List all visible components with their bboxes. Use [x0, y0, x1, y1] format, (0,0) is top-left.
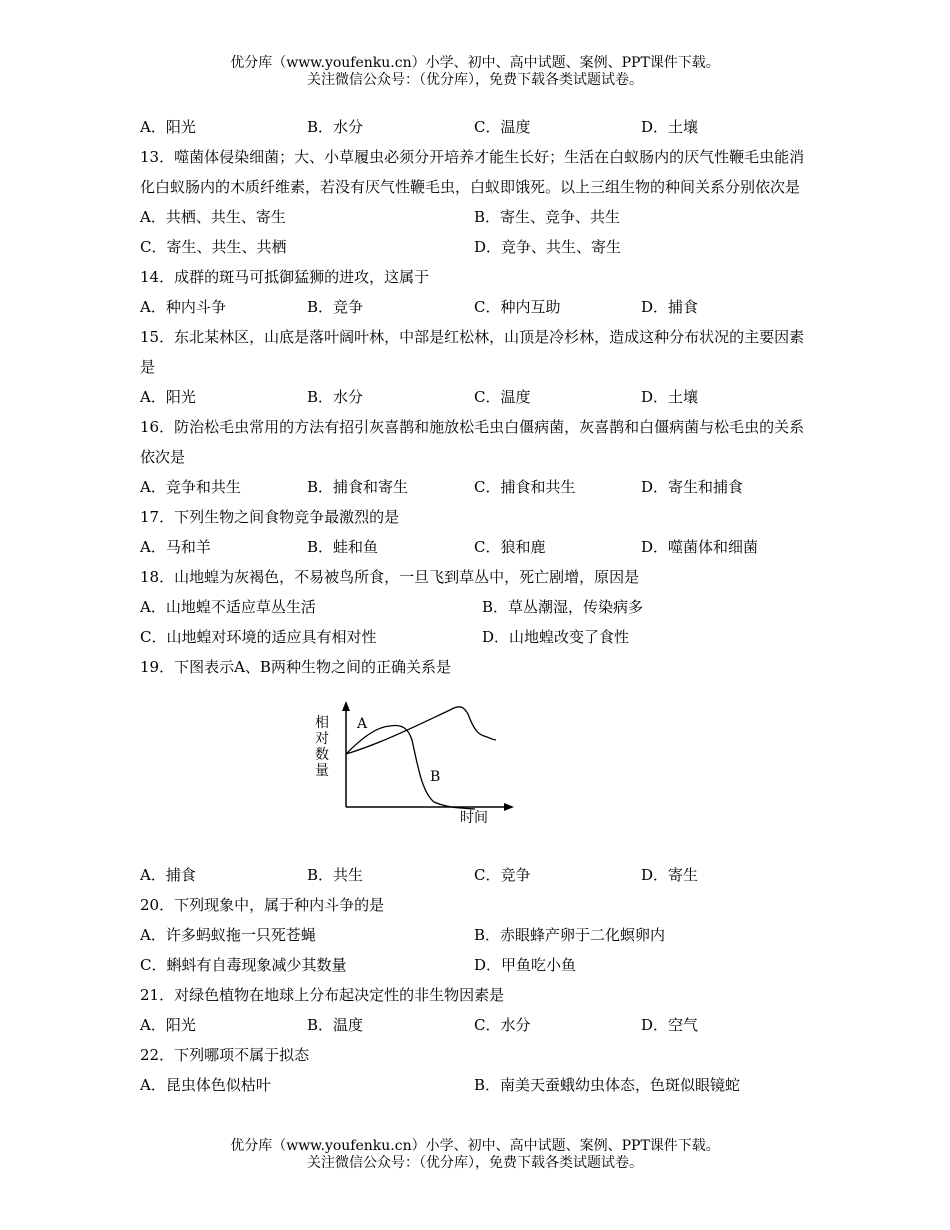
y-label-char-4: 量 [315, 763, 329, 779]
q13-stem: 13．噬菌体侵染细菌；大、小草履虫必须分开培养才能生长好；生活在白蚁肠内的厌气性鞭毛虫能消化白蚁肠内的木质纤维素，若没有厌气性鞭毛虫，白蚁即饿死。以上三组生物的种间关系分别依次是 [140, 148, 805, 196]
q19-option-a: A．捕食 [140, 866, 196, 884]
q20-option-a: A．许多蚂蚁拖一只死苍蝇 [140, 926, 316, 944]
q14-option-d: D．捕食 [641, 298, 699, 316]
q18-options-row2 [140, 622, 812, 652]
q21-option-d: D．空气 [641, 1016, 699, 1034]
x-label: 时间 [460, 810, 488, 826]
series-b-line [346, 707, 496, 754]
q19-figure [140, 682, 812, 860]
q21-option-a: A．阳光 [140, 1016, 196, 1034]
footer-line-1: 优分库（www.youfenku.cn）小学、初中、高中试题、案例、PPT课件下载。 [230, 1138, 720, 1154]
q12-option-a: A．阳光 [140, 118, 196, 136]
q15-options [140, 382, 812, 412]
q18-options-row1 [140, 592, 812, 622]
q17-option-b: B．蛙和鱼 [307, 538, 379, 556]
q18-option-a: A．山地蝗不适应草丛生活 [140, 598, 316, 616]
q15-option-d: D．土壤 [641, 388, 699, 406]
q17-stem: 17．下列生物之间食物竞争最激烈的是 [140, 508, 400, 526]
series-a-line [346, 726, 475, 809]
header-line-1: 优分库（www.youfenku.cn）小学、初中、高中试题、案例、PPT课件下载。 [230, 55, 720, 71]
q15-option-c: C．温度 [474, 388, 531, 406]
q12-option-d: D．土壤 [641, 118, 699, 136]
q13-option-a: A．共栖、共生、寄生 [140, 208, 286, 226]
series-b-label: B [430, 769, 441, 785]
y-axis-arrow [342, 701, 350, 711]
q22-options-row1 [140, 1070, 812, 1100]
population-chart [310, 682, 530, 860]
y-label-char-3: 数 [315, 747, 329, 763]
q19-option-d: D．寄生 [641, 866, 699, 884]
q14-option-b: B．竞争 [307, 298, 364, 316]
page-header [0, 55, 950, 89]
q21-stem: 21．对绿色植物在地球上分布起决定性的非生物因素是 [140, 986, 505, 1004]
series-a-label: A [357, 716, 368, 732]
q19-options [140, 860, 812, 890]
q20-option-b: B．赤眼蜂产卵于二化螟卵内 [474, 926, 666, 944]
q14-stem: 14．成群的斑马可抵御猛狮的进攻，这属于 [140, 268, 430, 286]
q20-option-d: D．甲鱼吃小鱼 [474, 956, 577, 974]
q15-option-a: A．阳光 [140, 388, 196, 406]
header-line-2: 关注微信公众号：（优分库），免费下载各类试题试卷。 [307, 72, 643, 88]
q20-options-row1 [140, 920, 812, 950]
q22-option-a: A．昆虫体色似枯叶 [140, 1076, 271, 1094]
q19-stem: 19．下图表示A、B两种生物之间的正确关系是 [140, 658, 451, 676]
q18-option-c: C．山地蝗对环境的适应具有相对性 [140, 628, 377, 646]
q14-option-c: C．种内互助 [474, 298, 561, 316]
q16-options [140, 472, 812, 502]
q12-option-b: B．水分 [307, 118, 364, 136]
q22-stem: 22．下列哪项不属于拟态 [140, 1046, 310, 1064]
q20-option-c: C．蝌蚪有自毒现象减少其数量 [140, 956, 347, 974]
q14-option-a: A．种内斗争 [140, 298, 226, 316]
q21-option-c: C．水分 [474, 1016, 531, 1034]
y-label-char-1: 相 [315, 715, 329, 731]
q16-option-d: D．寄生和捕食 [641, 478, 744, 496]
q22-option-b: B．南美天蚕蛾幼虫体态，色斑似眼镜蛇 [474, 1076, 741, 1094]
q18-option-b: B．草丛潮湿，传染病多 [482, 598, 644, 616]
q21-option-b: B．温度 [307, 1016, 364, 1034]
q17-option-a: A．马和羊 [140, 538, 211, 556]
q20-options-row2 [140, 950, 812, 980]
q16-stem: 16．防治松毛虫常用的方法有招引灰喜鹊和施放松毛虫白僵病菌，灰喜鹊和白僵病菌与松毛虫的关系依次是 [140, 418, 805, 466]
q17-options [140, 532, 812, 562]
q14-options [140, 292, 812, 322]
q13-option-b: B．寄生、竞争、共生 [474, 208, 621, 226]
q16-option-c: C．捕食和共生 [474, 478, 576, 496]
q17-option-c: C．狼和鹿 [474, 538, 546, 556]
q18-option-d: D．山地蝗改变了食性 [482, 628, 630, 646]
q19-option-b: B．共生 [307, 866, 364, 884]
q19-option-c: C．竞争 [474, 866, 531, 884]
q15-stem: 15．东北某林区，山底是落叶阔叶林，中部是红松林，山顶是冷杉林，造成这种分布状况的主要因素是 [140, 328, 805, 376]
q17-option-d: D．噬菌体和细菌 [641, 538, 759, 556]
q16-option-b: B．捕食和寄生 [307, 478, 409, 496]
q12-options [140, 112, 812, 142]
question-content [140, 112, 812, 1100]
q18-stem: 18．山地蝗为灰褐色，不易被鸟所食，一旦飞到草丛中，死亡剧增，原因是 [140, 568, 640, 586]
q12-option-c: C．温度 [474, 118, 531, 136]
footer-line-2: 关注微信公众号：（优分库），免费下载各类试题试卷。 [307, 1155, 643, 1171]
q13-options-row1 [140, 202, 812, 232]
q13-option-c: C．寄生、共生、共栖 [140, 238, 287, 256]
q13-option-d: D．竞争、共生、寄生 [474, 238, 622, 256]
q13-options-row2 [140, 232, 812, 262]
q15-option-b: B．水分 [307, 388, 364, 406]
q21-options [140, 1010, 812, 1040]
y-label-char-2: 对 [315, 731, 329, 747]
x-axis-arrow [504, 803, 514, 811]
page-footer [0, 1138, 950, 1172]
q16-option-a: A．竞争和共生 [140, 478, 241, 496]
q20-stem: 20．下列现象中，属于种内斗争的是 [140, 896, 385, 914]
